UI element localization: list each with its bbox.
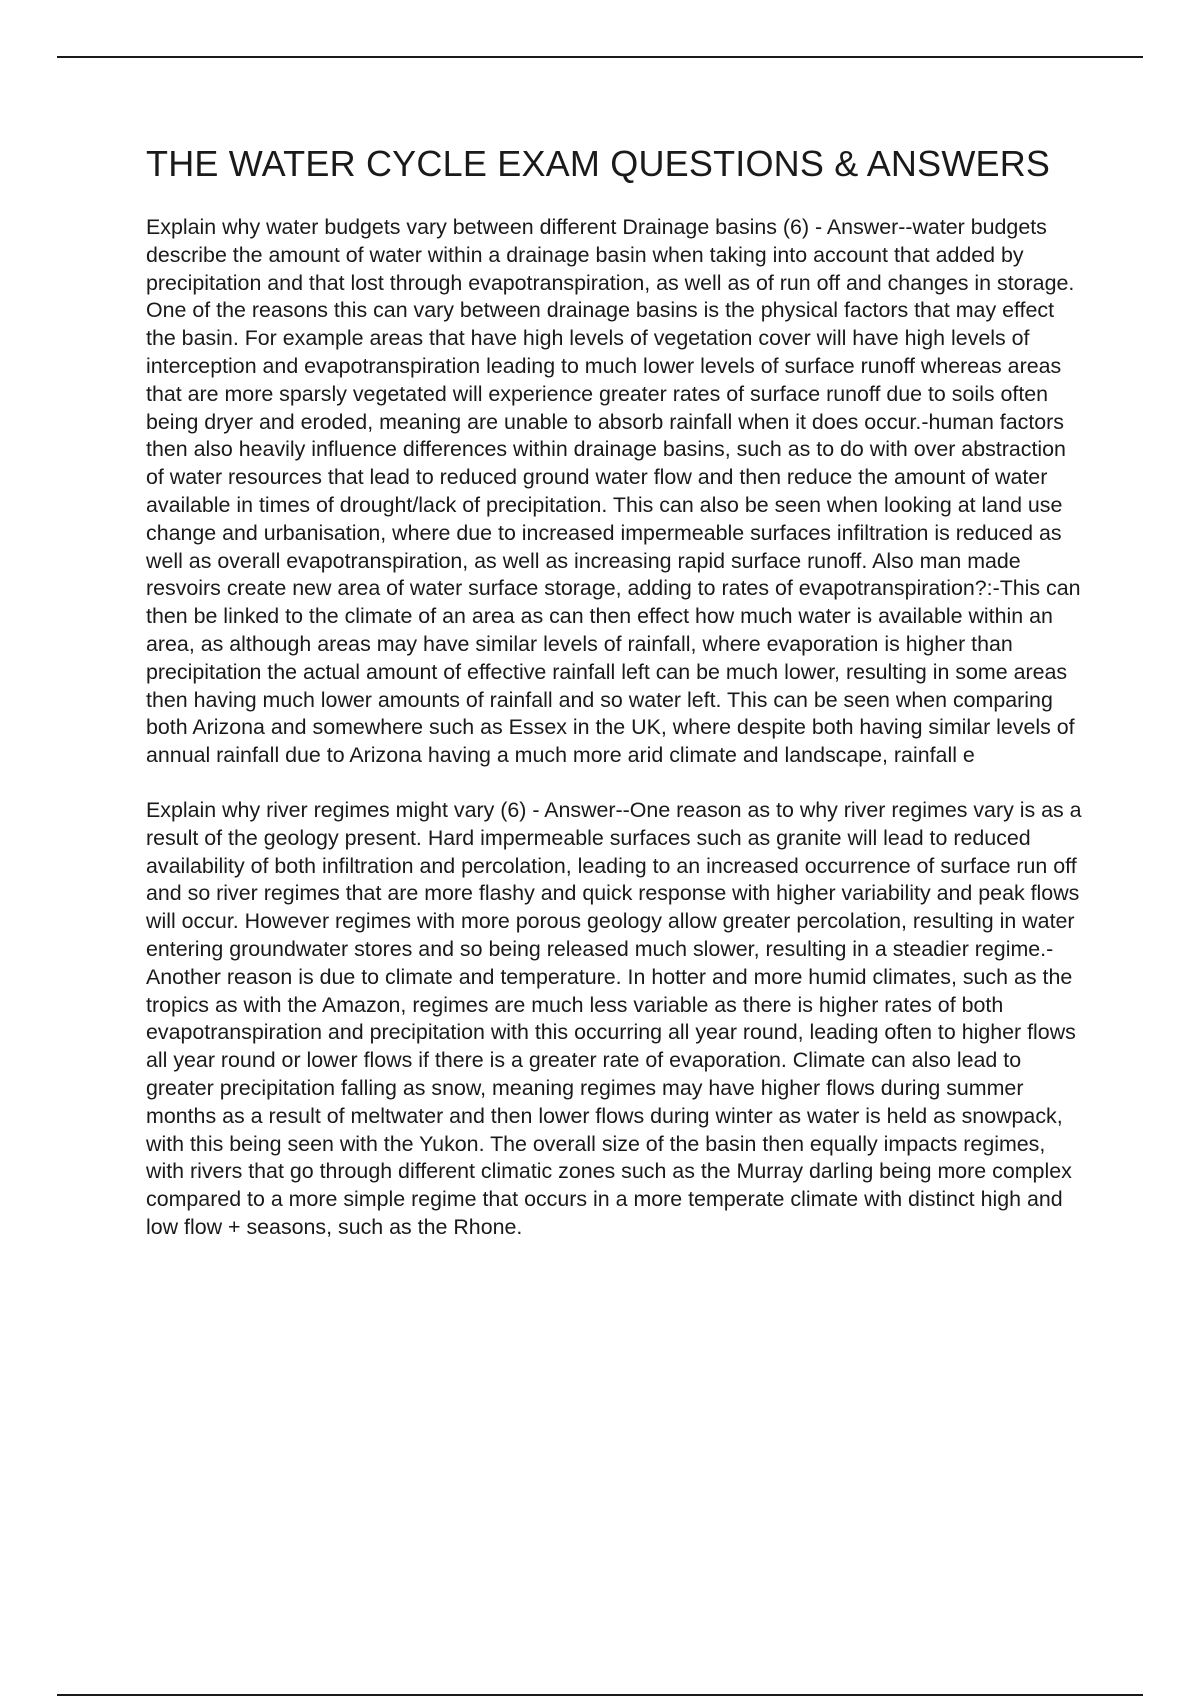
bottom-divider [57,1694,1143,1696]
document-body [146,140,1086,1242]
qa-entry-water-budgets: Explain why water budgets vary between different Drainage basins (6) - Answer--water budgets describe the amount of water within a drainage basin when taking into account that added by precipitation and that lost through evapotranspiration, as well as of run off and changes in storage. One of the reasons this can vary between drainage basins is the physical factors that may effect the basin. For example areas that have high levels of vegetation cover will have high levels of interception and evapotranspiration leading to much lower levels of surface runoff whereas areas that are more sparsly vegetated will experience greater rates of surface runoff due to soils often being dryer and eroded, meaning are unable to absorb rainfall when it does occur.-human factors then also heavily influence differences within drainage basins, such as to do with over abstraction of water resources that lead to reduced ground water flow and then reduce the amount of water available in times of drought/lack of precipitation. This can also be seen when looking at land use change and urbanisation, where due to increased impermeable surfaces infiltration is reduced as well as overall evapotranspiration, as well as increasing rapid surface runoff. Also man made resvoirs create new area of water surface storage, adding to rates of evapotranspiration?:-This can then be linked to the climate of an area as can then effect how much water is available within an area, as although areas may have similar levels of rainfall, where evaporation is higher than precipitation the actual amount of effective rainfall left can be much lower, resulting in some areas then having much lower amounts of rainfall and so water left. This can be seen when comparing both Arizona and somewhere such as Essex in the UK, where despite both having similar levels of annual rainfall due to Arizona having a much more arid climate and landscape, rainfall e [146,215,1081,768]
qa-entry-river-regimes: Explain why river regimes might vary (6) - Answer--One reason as to why river regimes vary is as a result of the geology present. Hard impermeable surfaces such as granite will lead to reduced availability of both infiltration and percolation, leading to an increased occurrence of surface run off and so river regimes that are more flashy and quick response with higher variability and peak flows will occur. However regimes with more porous geology allow greater percolation, resulting in water entering groundwater stores and so being released much slower, resulting in a steadier regime.-Another reason is due to climate and temperature. In hotter and more humid climates, such as the tropics as with the Amazon, regimes are much less variable as there is higher rates of both evapotranspiration and precipitation with this occurring all year round, leading often to higher flows all year round or lower flows if there is a greater rate of evaporation. Climate can also lead to greater precipitation falling as snow, meaning regimes may have higher flows during summer months as a result of meltwater and then lower flows during winter as water is held as snowpack, with this being seen with the Yukon. The overall size of the basin then equally impacts regimes, with rivers that go through different climatic zones such as the Murray darling being more complex compared to a more simple regime that occurs in a more temperate climate with distinct high and low flow + seasons, such as the Rhone. [146,797,1082,1239]
top-divider [57,56,1143,58]
page-title: THE WATER CYCLE EXAM QUESTIONS & ANSWERS [146,143,1051,184]
